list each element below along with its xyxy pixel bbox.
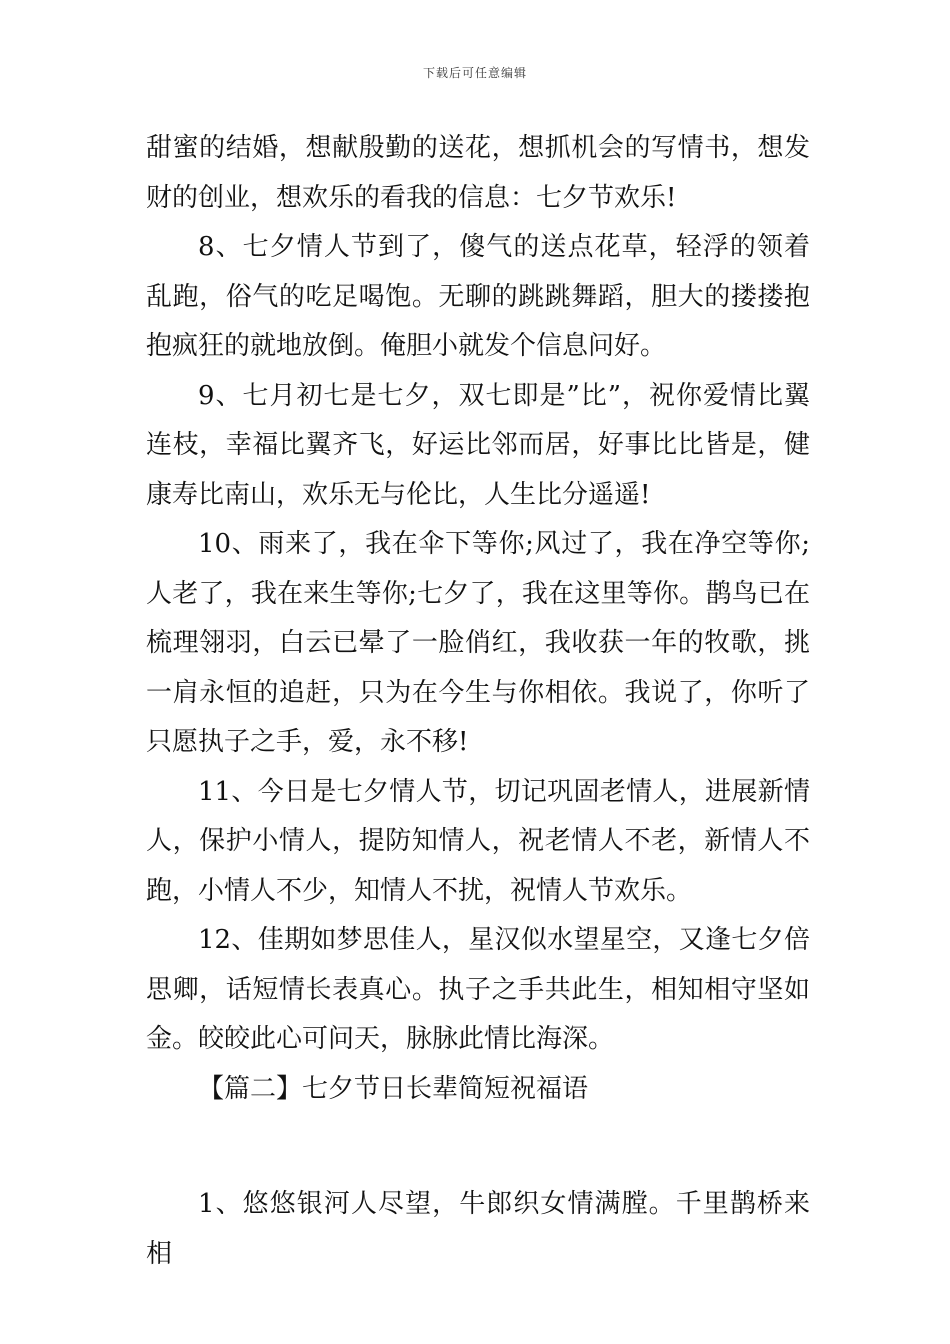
paragraph-item-9: 9、七月初七是七夕，双七即是”比”，祝你爱情比翼连枝，幸福比翼齐飞，好运比邻而居，好事比比皆是，健康寿比南山，欢乐无与伦比，人生比分遥遥! [146, 380, 810, 510]
section-title: 【篇二】七夕节日长辈简短祝福语 [198, 1073, 589, 1104]
document-body [146, 124, 810, 1279]
paragraph-item-8: 8、七夕情人节到了，傻气的送点花草，轻浮的领着乱跑，俗气的吃足喝饱。无聊的跳跳舞蹈，胆大的搂搂抱抱疯狂的就地放倒。俺胆小就发个信息问好。 [146, 232, 810, 361]
paragraph-item-11: 11、今日是七夕情人节，切记巩固老情人，进展新情人，保护小情人，提防知情人，祝老情人不老，新情人不跑，小情人不少，知情人不扰，祝情人节欢乐。 [146, 776, 810, 906]
paragraph-item-10: 10、雨来了，我在伞下等你;风过了，我在净空等你;人老了，我在来生等你;七夕了，我在这里等你。鹊鸟已在梳理翎羽，白云已晕了一脸俏红，我收获一年的牧歌，挑一肩永恒的追赶，只为在今生与你相依。我说了，你听了只愿执子之手，爱，永不移! [146, 529, 810, 757]
paragraph-item-1: 1、悠悠银河人尽望，牛郎织女情满膛。千里鹊桥来相 [146, 1189, 810, 1269]
paragraph-item-12: 12、佳期如梦思佳人，星汉似水望星空，又逢七夕倍思卿，话短情长表真心。执子之手共此生，相知相守坚如金。皎皎此心可问天，脉脉此情比海深。 [146, 925, 810, 1054]
section-spacer [146, 1114, 810, 1180]
page-header-note: 下载后可任意编辑 [422, 66, 527, 80]
paragraph-continuation: 甜蜜的结婚，想献殷勤的送花，想抓机会的写情书，想发财的创业，想欢乐的看我的信息：七夕节欢乐! [146, 133, 810, 213]
